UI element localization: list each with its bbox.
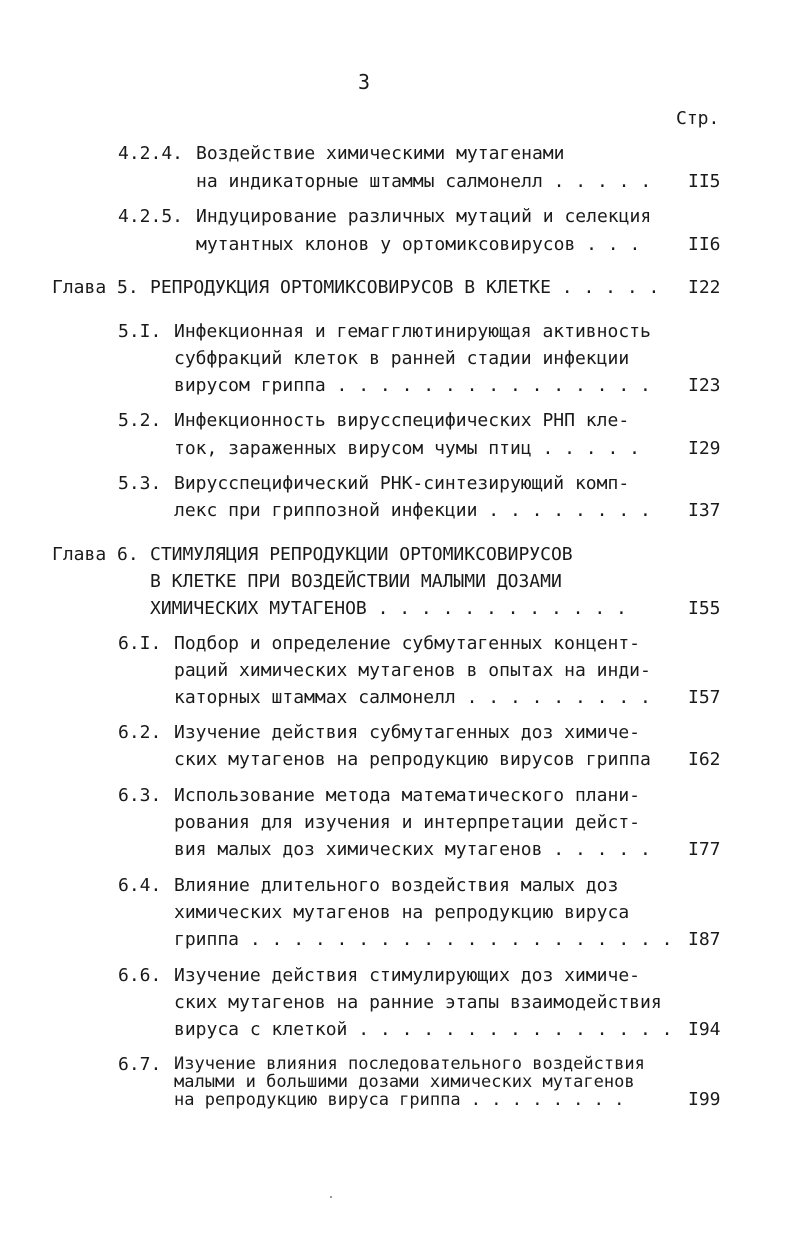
entry-page: I55 bbox=[688, 598, 721, 619]
entry-number: 4.2.5. bbox=[118, 206, 184, 227]
entry-page: I29 bbox=[688, 438, 721, 459]
entry-text: Инфекционность вирусспецифических РНП кле- bbox=[174, 410, 630, 431]
entry-text: каторных штаммах салмонелл . . . . . . . . . bbox=[174, 687, 651, 708]
entry-number: 5.3. bbox=[118, 473, 162, 494]
entry-text: Вирусспецифический РНК-синтезирующий комп- bbox=[174, 473, 630, 494]
entry-text: ских мутагенов на ранние этапы взаимодействия bbox=[174, 992, 662, 1013]
entry-text: гриппа . . . . . . . . . . . . . . . . . . . . bbox=[174, 929, 673, 950]
entry-text: Подбор и определение субмутагенных концент- bbox=[174, 633, 640, 654]
entry-text: рования для изучения и интерпретации дейст- bbox=[174, 812, 640, 833]
entry-page: I62 bbox=[688, 749, 721, 770]
entry-number: 6.4. bbox=[118, 875, 162, 896]
entry-text: ток, зараженных вирусом чумы птиц . . . . . bbox=[174, 438, 640, 459]
entry-text: лекс при гриппозной инфекции . . . . . . . . bbox=[174, 500, 651, 521]
chapter-number: Глава 5. bbox=[52, 277, 139, 298]
entry-page: I57 bbox=[688, 687, 721, 708]
entry-text: на репродукцию вируса гриппа . . . . . . . . bbox=[174, 1090, 625, 1110]
entry-number: 6.I. bbox=[118, 633, 162, 654]
entry-number: 4.2.4. bbox=[118, 143, 184, 164]
entry-page: I22 bbox=[688, 277, 721, 298]
entry-text: Изучение действия субмутагенных доз химиче- bbox=[174, 722, 640, 743]
page-number: 3 bbox=[358, 70, 371, 94]
entry-text: Изучение действия стимулирующих доз химиче- bbox=[174, 965, 640, 986]
chapter-title: ХИМИЧЕСКИХ МУТАГЕНОВ . . . . . . . . . . . . bbox=[150, 598, 627, 619]
entry-text: Инфекционная и гемагглютинирующая активность bbox=[174, 321, 651, 342]
entry-text: вирусом гриппа . . . . . . . . . . . . . . . bbox=[174, 375, 651, 396]
entry-number: 6.2. bbox=[118, 722, 162, 743]
entry-page: I99 bbox=[688, 1089, 721, 1110]
entry-text: Изучение влияния последовательного воздействия bbox=[174, 1054, 645, 1074]
entry-text: раций химических мутагенов в опытах на инди- bbox=[174, 660, 651, 681]
entry-page: I94 bbox=[688, 1019, 721, 1040]
chapter-number: Глава 6. bbox=[52, 544, 139, 565]
entry-text: малыми и большими дозами химических мутагенов bbox=[174, 1072, 635, 1092]
page-column-label: Стр. bbox=[676, 108, 720, 129]
entry-number: 5.2. bbox=[118, 410, 162, 431]
chapter-title: РЕПРОДУКЦИЯ ОРТОМИКСОВИРУСОВ В КЛЕТКЕ . . . . . bbox=[150, 277, 660, 298]
scan-speck bbox=[330, 1196, 332, 1198]
entry-text: вия малых доз химических мутагенов . . . . . bbox=[174, 839, 651, 860]
entry-number: 6.3. bbox=[118, 785, 162, 806]
entry-text: субфракций клеток в ранней стадии инфекции bbox=[174, 348, 630, 369]
entry-text: вируса с клеткой . . . . . . . . . . . . . . . bbox=[174, 1019, 673, 1040]
entry-page: I87 bbox=[688, 929, 721, 950]
chapter-title: СТИМУЛЯЦИЯ РЕПРОДУКЦИИ ОРТОМИКСОВИРУСОВ bbox=[150, 544, 573, 565]
entry-page: I77 bbox=[688, 839, 721, 860]
entry-text: Влияние длительного воздействия малых доз bbox=[174, 875, 619, 896]
entry-page: I23 bbox=[688, 375, 721, 396]
chapter-title: В КЛЕТКЕ ПРИ ВОЗДЕЙСТВИИ МАЛЫМИ ДОЗАМИ bbox=[150, 571, 562, 592]
entry-number: 5.I. bbox=[118, 321, 162, 342]
entry-number: 6.7. bbox=[118, 1054, 162, 1075]
entry-text: ских мутагенов на репродукцию вирусов гриппа bbox=[174, 749, 651, 770]
entry-text: химических мутагенов на репродукцию вируса bbox=[174, 902, 630, 923]
entry-text: мутантных клонов у ортомиксовирусов . . . bbox=[196, 234, 641, 255]
entry-number: 6.6. bbox=[118, 965, 162, 986]
entry-text: Воздействие химическими мутагенами bbox=[196, 143, 565, 164]
entry-page: II5 bbox=[688, 171, 721, 192]
entry-text: Индуцирование различных мутаций и селекция bbox=[196, 206, 652, 227]
entry-text: Использование метода математического плани- bbox=[174, 785, 640, 806]
entry-page: II6 bbox=[688, 234, 721, 255]
entry-page: I37 bbox=[688, 500, 721, 521]
entry-text: на индикаторные штаммы салмонелл . . . . . bbox=[196, 171, 652, 192]
